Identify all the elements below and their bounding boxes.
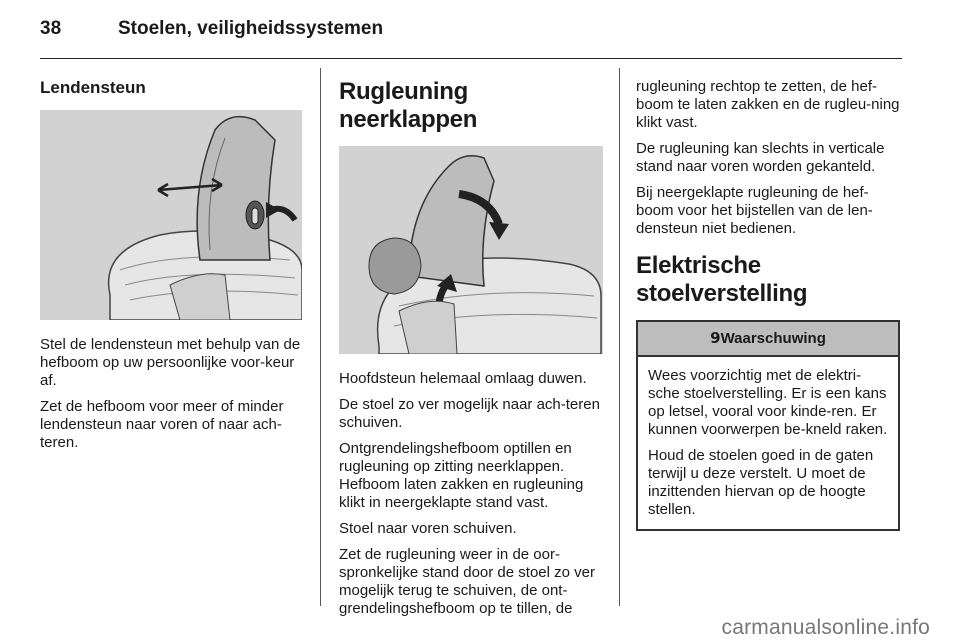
paragraph: Bij neergeklapte rugleuning de hef-boom voor het bijstellen van de len-densteun niet bedienen. (636, 184, 873, 237)
watermark: carmanualsonline.info (721, 616, 930, 639)
warning-header (638, 322, 898, 357)
seat-lumbar-drawing (40, 110, 302, 320)
seat-fold-drawing (339, 146, 603, 354)
paragraph: Zet de rugleuning weer in de oor-spronkelijke stand door de stoel zo ver mogelijk terug te schuiven, de ont-grendelingshefboom op te tillen, de (339, 546, 595, 617)
column-divider-2 (619, 68, 620, 606)
column-fold-backrest (339, 68, 603, 626)
lumbar-support-illustration (40, 110, 302, 320)
warning-box (636, 320, 900, 531)
section-heading-fold-backrest: Rugleuning neerklappen (339, 78, 478, 133)
warning-title: Waarschuwing (720, 330, 826, 347)
paragraph: Wees voorzichtig met de elektri-sche stoelverstelling. Er is een kans op letsel, vooral voor kinde-ren. Er kunnen voorwerpen be-kneld raken. (648, 367, 888, 438)
paragraph: rugleuning rechtop te zetten, de hef-boom te laten zakken en de rugleu-ning klikt vast. (636, 78, 900, 131)
paragraph: Ontgrendelingshefboom optillen en rugleuning op zitting neerklappen. Hefboom laten zakken en rugleuning klikt in neergeklapte stand vast. (339, 440, 584, 511)
column-lumbar (40, 68, 302, 460)
paragraph: De rugleuning kan slechts in verticale stand naar voren worden gekanteld. (636, 140, 885, 175)
paragraph: Hoofdsteun helemaal omlaag duwen. (339, 370, 587, 387)
paragraph: Stoel naar voren schuiven. (339, 520, 517, 537)
column-divider-1 (320, 68, 321, 606)
column-continued (636, 78, 900, 531)
fold-backrest-illustration (339, 146, 603, 354)
header-rule (40, 58, 902, 59)
paragraph: Zet de hefboom voor meer of minder lendensteun naar voren of naar ach-teren. (40, 398, 284, 451)
warning-body (638, 357, 898, 529)
warning-symbol-icon: 9 (710, 329, 721, 347)
section-heading-lumbar: Lendensteun (40, 78, 146, 97)
paragraph: Stel de lendensteun met behulp van de hefboom op uw persoonlijke voor-keur af. (40, 336, 301, 389)
paragraph: Houd de stoelen goed in de gaten terwijl u deze verstelt. U moet de inzittenden hiervan op de hoogte stellen. (648, 447, 874, 518)
paragraph: De stoel zo ver mogelijk naar ach-teren schuiven. (339, 396, 600, 431)
page-number: 38 (40, 18, 62, 39)
section-heading-electric-seat: Elektrische stoelverstelling (636, 252, 808, 307)
page-title: Stoelen, veiligheidssystemen (118, 18, 384, 39)
